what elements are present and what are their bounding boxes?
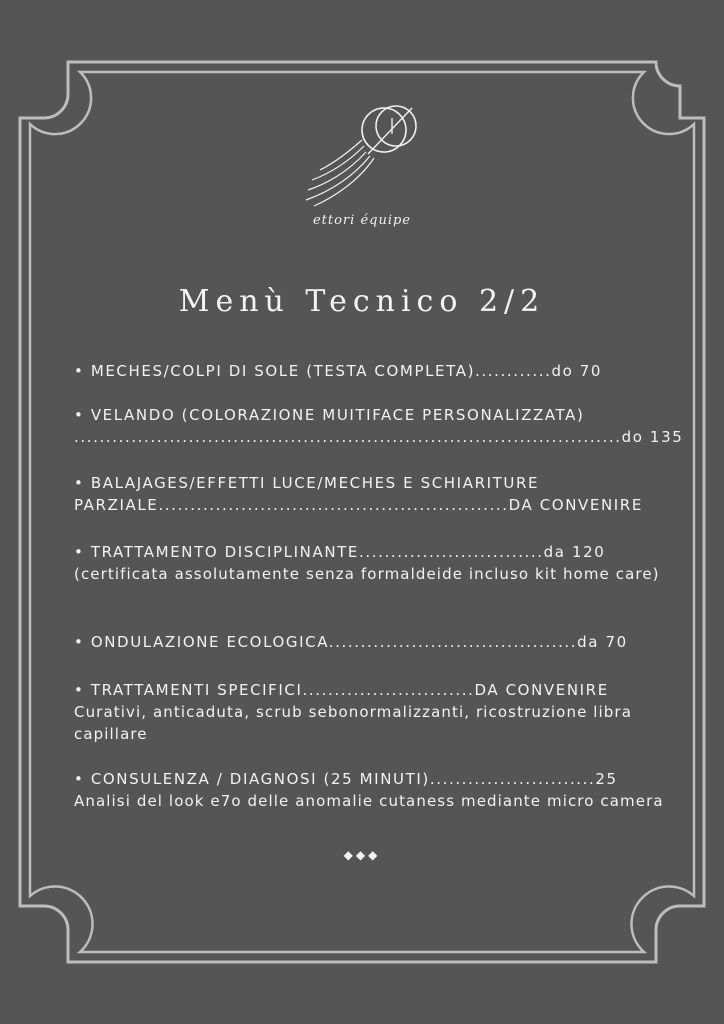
menu-item (74, 404, 686, 448)
menu-item-line: PARZIALE.......................................................DA CONVENIRE (74, 496, 643, 514)
menu-item (74, 631, 686, 653)
menu-item (74, 472, 686, 516)
menu-item-line: • VELANDO (COLORAZIONE MUITIFACE PERSONALIZZATA) (74, 406, 585, 424)
menu-item (74, 541, 686, 585)
menu-item-description: (certificata assolutamente senza formaldeide incluso kit home care) (74, 565, 660, 583)
menu-item (74, 360, 686, 382)
menu-item-description: Analisi del look e7o delle anomalie cutaness mediante micro camera (74, 792, 664, 810)
menu-item-line: • ONDULAZIONE ECOLOGICA.......................................da 70 (74, 633, 628, 651)
menu-item (74, 768, 686, 812)
menu-item-line: • MECHES/COLPI DI SOLE (TESTA COMPLETA)............do 70 (74, 362, 603, 380)
footer-ornament: ◆◆◆ (343, 848, 381, 862)
menu-item-line: • TRATTAMENTI SPECIFICI...........................DA CONVENIRE (74, 681, 609, 699)
menu-item-line: • TRATTAMENTO DISCIPLINANTE.............................da 120 (74, 543, 606, 561)
menu-item-line: • CONSULENZA / DIAGNOSI (25 MINUTI)..........................25 (74, 770, 618, 788)
menu-item (74, 679, 686, 745)
menu-item-line: ......................................................................................do 135 (74, 428, 684, 446)
brand-logo-icon (292, 100, 432, 240)
page-title: Menù Tecnico 2/2 (178, 284, 546, 319)
menu-item-line: • BALAJAGES/EFFETTI LUCE/MECHES E SCHIARITURE (74, 474, 540, 492)
menu-item-description: Curativi, anticaduta, scrub sebonormalizzanti, ricostruzione libra capillare (74, 703, 632, 743)
logo-wordmark: ettori équipe (312, 213, 412, 228)
